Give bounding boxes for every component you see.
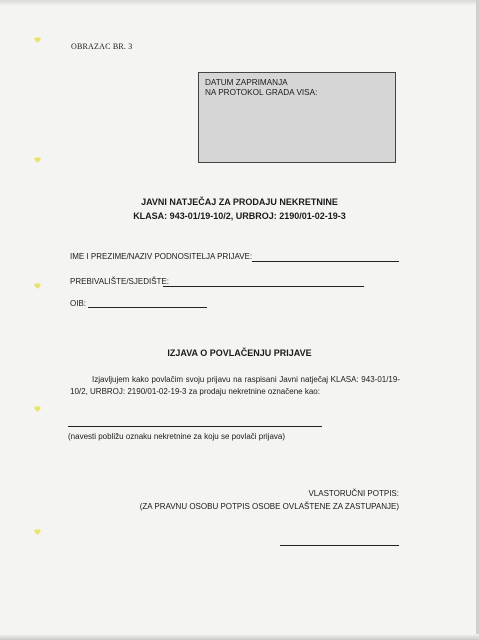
property-designation-field[interactable]	[68, 426, 322, 427]
applicant-name-field[interactable]	[252, 261, 399, 262]
page-edge-top	[0, 0, 479, 6]
heart-icon	[34, 37, 41, 43]
receipt-stamp-box[interactable]	[198, 72, 396, 163]
statement-text: Izjavljujem kako povlačim svoju prijavu na raspisani Javni natječaj KLASA: 943-01/19-10/2, URBROJ: 2190/01-02-19-3 za prodaju nekretnine označene kao:	[70, 375, 400, 396]
signature-field[interactable]	[280, 545, 399, 546]
heart-icon	[34, 406, 41, 412]
heart-icon	[34, 283, 41, 289]
oib-field[interactable]	[88, 307, 207, 308]
document-reference: KLASA: 943-01/19-10/2, URBROJ: 2190/01-02-19-3	[133, 211, 346, 221]
signature-label: VLASTORUČNI POTPIS:	[308, 489, 399, 498]
document-title: JAVNI NATJEČAJ ZA PRODAJU NEKRETNINE	[141, 197, 338, 207]
signature-sublabel: (ZA PRAVNU OSOBU POTPIS OSOBE OVLAŠTENE ZA ZASTUPANJE)	[139, 502, 399, 511]
heart-icon	[34, 529, 41, 535]
applicant-name-label: IME I PREZIME/NAZIV PODNOSITELJA PRIJAVE:	[70, 252, 253, 261]
stamp-box-line-1: DATUM ZAPRIMANJA	[205, 78, 288, 87]
statement-title: IZJAVA O POVLAČENJU PRIJAVE	[167, 348, 312, 358]
stamp-box-line-2: NA PROTOKOL GRADA VISA:	[205, 88, 318, 97]
form-number: OBRAZAC BR. 3	[71, 42, 133, 51]
residence-label: PREBIVALIŠTE/SJEDIŠTE:	[70, 277, 169, 286]
property-designation-note: (navesti pobližu oznaku nekretnine za koju se povlači prijava)	[68, 432, 286, 441]
page-edge-bottom	[0, 634, 479, 640]
residence-field[interactable]	[163, 286, 364, 287]
oib-label: OIB:	[70, 299, 87, 308]
heart-icon	[34, 157, 41, 163]
